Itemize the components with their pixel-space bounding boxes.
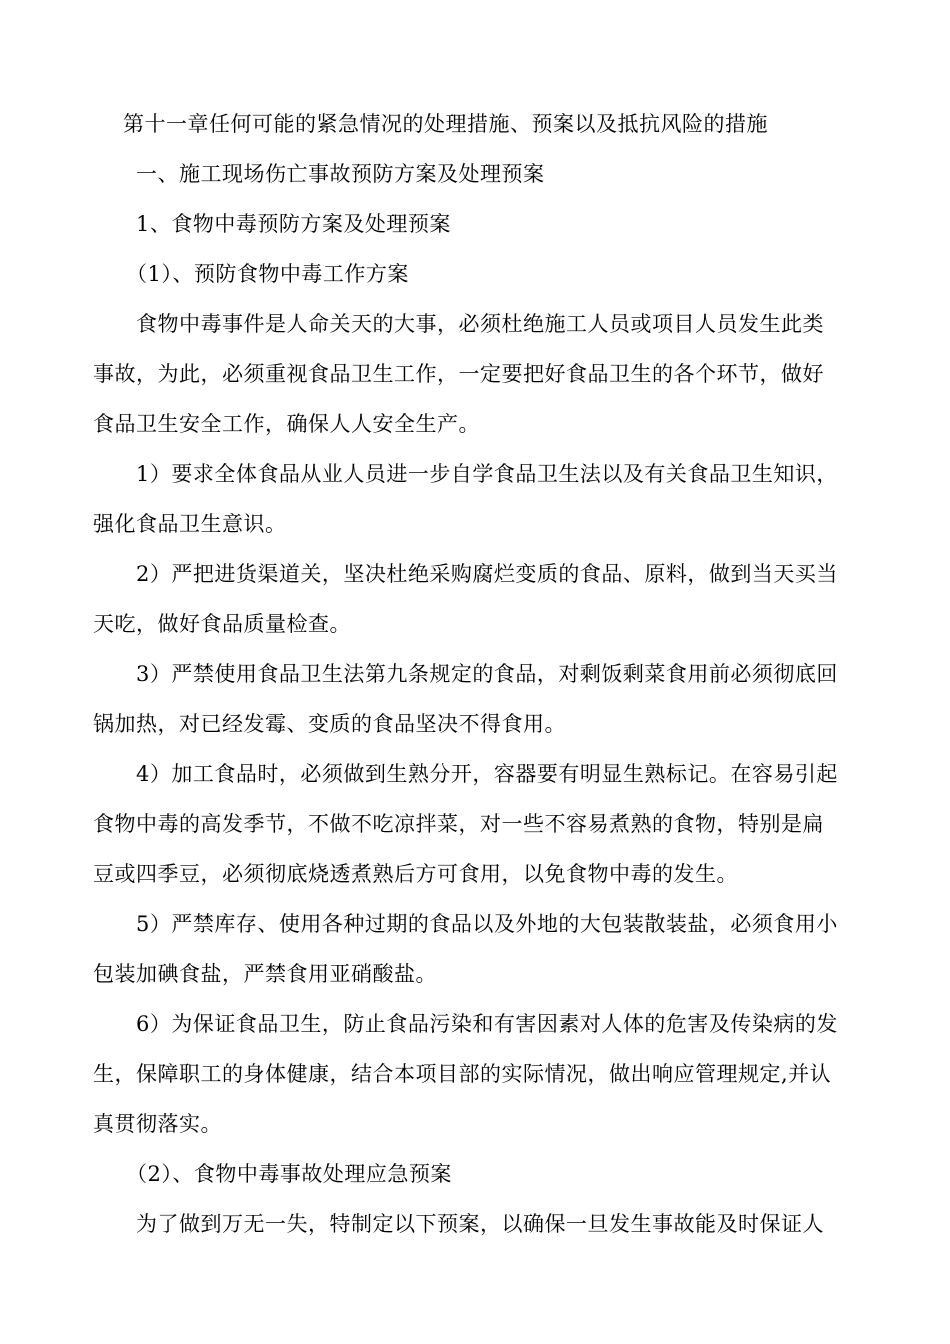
rule-line: 强化食品卫生意识。 xyxy=(93,512,287,536)
rule-line: 锅加热，对已经发霉、变质的食品坚决不得食用。 xyxy=(93,712,566,736)
subsection-heading: 1、食物中毒预防方案及处理预案 xyxy=(136,212,451,236)
section-heading: 一、施工现场伤亡事故预防方案及处理预案 xyxy=(136,162,545,186)
rule-line: 2）严把进货渠道关，坚决杜绝采购腐烂变质的食品、原料，做到当天买当 xyxy=(136,562,838,586)
rule-line: 真贯彻落实。 xyxy=(93,1112,222,1136)
rule-line: 豆或四季豆，必须彻底烧透煮熟后方可食用，以免食物中毒的发生。 xyxy=(93,862,738,886)
paragraph-line: 食物中毒事件是人命关天的大事，必须杜绝施工人员或项目人员发生此类 xyxy=(136,312,824,336)
rule-line: 天吃，做好食品质量检查。 xyxy=(93,612,351,636)
rule-line: 3）严禁使用食品卫生法第九条规定的食品，对剩饭剩菜食用前必须彻底回 xyxy=(136,662,838,686)
paragraph-line: 食品卫生安全工作，确保人人安全生产。 xyxy=(93,412,480,436)
item-heading: （1）、预防食物中毒工作方案 xyxy=(126,262,409,286)
rule-line: 食物中毒的高发季节，不做不吃凉拌菜，对一些不容易煮熟的食物，特别是扁 xyxy=(93,812,824,836)
paragraph-line: 事故，为此，必须重视食品卫生工作，一定要把好食品卫生的各个环节，做好 xyxy=(93,362,824,386)
rule-line: 包装加碘食盐，严禁食用亚硝酸盐。 xyxy=(93,962,437,986)
item-heading: （2）、食物中毒事故处理应急预案 xyxy=(126,1162,452,1186)
chapter-title: 第十一章任何可能的紧急情况的处理措施、预案以及抵抗风险的措施 xyxy=(123,112,768,136)
paragraph-line: 为了做到万无一失，特制定以下预案，以确保一旦发生事故能及时保证人 xyxy=(136,1212,824,1236)
rule-line: 1）要求全体食品从业人员进一步自学食品卫生法以及有关食品卫生知识， xyxy=(136,462,838,486)
rule-line: 6）为保证食品卫生，防止食品污染和有害因素对人体的危害及传染病的发 xyxy=(136,1012,838,1036)
rule-line: 生，保障职工的身体健康，结合本项目部的实际情况，做出响应管理规定,并认 xyxy=(93,1062,832,1086)
rule-line: 5）严禁库存、使用各种过期的食品以及外地的大包装散装盐，必须食用小 xyxy=(136,912,838,936)
rule-line: 4）加工食品时，必须做到生熟分开，容器要有明显生熟标记。在容易引起 xyxy=(136,762,838,786)
